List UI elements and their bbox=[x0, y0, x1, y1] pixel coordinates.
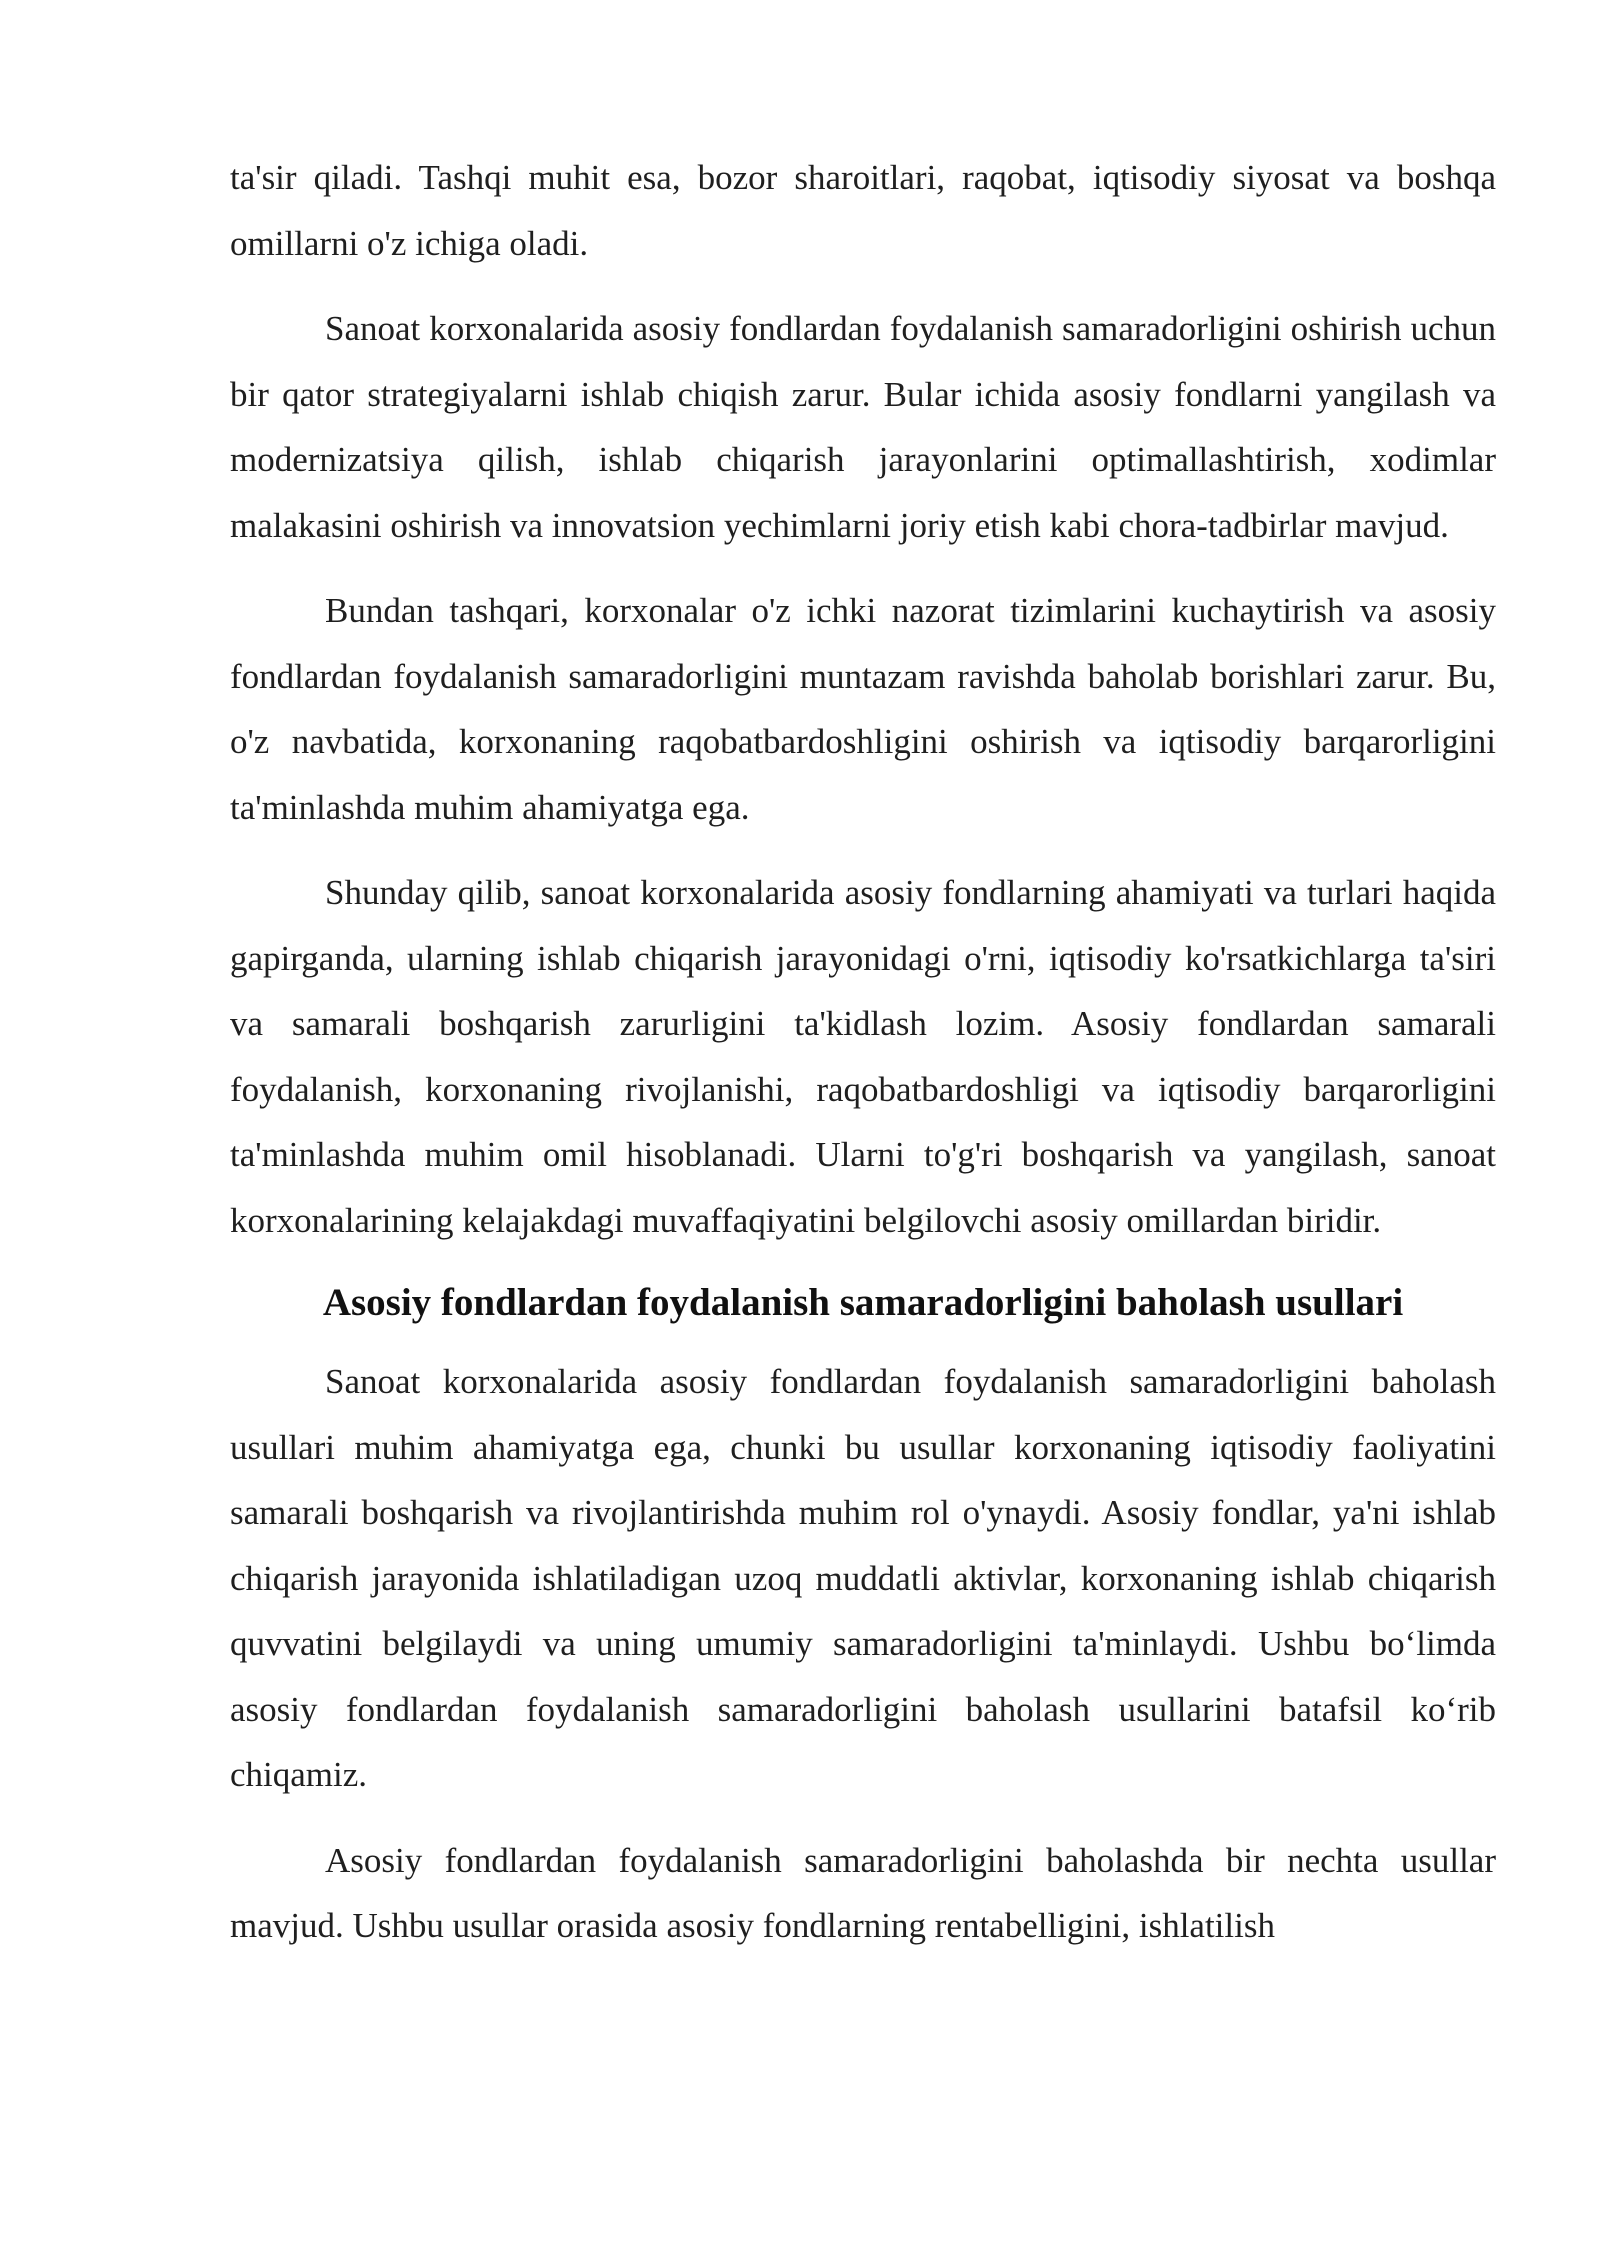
paragraph-conclusion: Shunday qilib, sanoat korxonalarida asosiy fondlarning ahamiyati va turlari haqida gapirganda, ularning ishlab chiqarish jarayonidagi o'rni, iqtisodiy ko'rsatkichlarga ta'siri va samarali boshqarish zarurligini ta'kidlash lozim. Asosiy fondlardan samarali foydalanish, korxonaning rivojlanishi, raqobatbardoshligi va iqtisodiy barqarorligini ta'minlashda muhim omil hisoblanadi. Ularni to'g'ri boshqarish va yangilash, sanoat korxonalarining kelajakdagi muvaffaqiyatini belgilovchi asosiy omillardan biridir. bbox=[230, 873, 1496, 1240]
paragraph-evaluation-methods: Asosiy fondlardan foydalanish samaradorligini baholashda bir nechta usullar mavjud. Ushbu usullar orasida asosiy fondlarning rentabelligini, ishlatilish bbox=[230, 1840, 1496, 1945]
document-body bbox=[230, 145, 1496, 1979]
paragraph-strategies: Sanoat korxonalarida asosiy fondlardan foydalanish samaradorligini oshirish uchun bir qator strategiyalarni ishlab chiqish zarur. Bular ichida asosiy fondlarni yangilash va modernizatsiya qilish, ishlab chiqarish jarayonlarini optimallashtirish, xodimlar malakasini oshirish va innovatsion yechimlarni joriy etish kabi chora-tadbirlar mavjud. bbox=[230, 309, 1496, 545]
paragraph-continuation: ta'sir qiladi. Tashqi muhit esa, bozor sharoitlari, raqobat, iqtisodiy siyosat va boshqa omillarni o'z ichiga oladi. bbox=[230, 158, 1496, 263]
paragraph-internal-control: Bundan tashqari, korxonalar o'z ichki nazorat tizimlarini kuchaytirish va asosiy fondlardan foydalanish samaradorligini muntazam ravishda baholab borishlari zarur. Bu, o'z navbatida, korxonaning raqobatbardoshligini oshirish va iqtisodiy barqarorligini ta'minlashda muhim ahamiyatga ega. bbox=[230, 591, 1496, 827]
paragraph-evaluation-intro: Sanoat korxonalarida asosiy fondlardan foydalanish samaradorligini baholash usullari muhim ahamiyatga ega, chunki bu usullar korxonaning iqtisodiy faoliyatini samarali boshqarish va rivojlantirishda muhim rol o'ynaydi. Asosiy fondlar, ya'ni ishlab chiqarish jarayonida ishlatiladigan uzoq muddatli aktivlar, korxonaning ishlab chiqarish quvvatini belgilaydi va uning umumiy samaradorligini ta'minlaydi. Ushbu bo‘limda asosiy fondlardan foydalanish samaradorligini baholash usullarini batafsil ko‘rib chiqamiz. bbox=[230, 1362, 1496, 1794]
section-heading: Asosiy fondlardan foydalanish samaradorligini baholash usullari bbox=[322, 1281, 1404, 1324]
